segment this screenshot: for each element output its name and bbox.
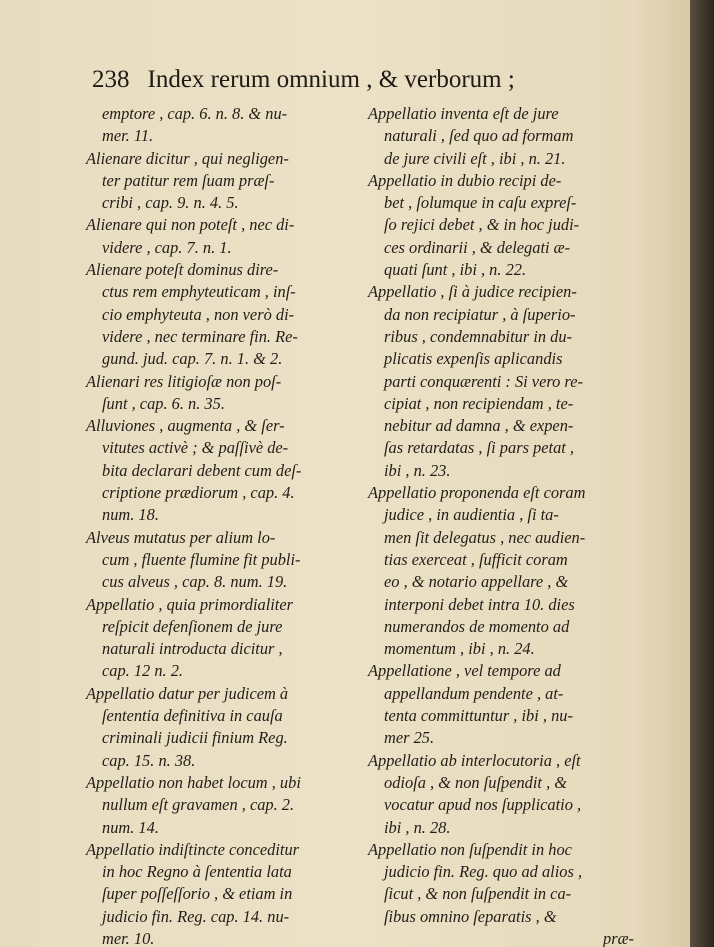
index-entry-headword-line: Alveus mutatus per alium lo-: [86, 527, 276, 547]
index-entry-line: eo , & notario appellare , &: [384, 572, 569, 592]
index-entry-line: ſententia definitiva in cauſa: [102, 706, 283, 726]
left-index-column: [86, 103, 378, 947]
index-entry-line: reſpicit defenſionem de jure: [102, 616, 283, 636]
index-entry-line: mer. 10.: [102, 928, 155, 947]
index-entry-headword-line: Appellatio ab interlocutoria , eſt: [368, 750, 581, 770]
index-entry-line: quati ſunt , ibi , n. 22.: [384, 260, 527, 280]
index-entry-line: bet , ſolumque in caſu expreſ-: [384, 193, 577, 213]
index-entry-line: nullum eſt gravamen , cap. 2.: [102, 795, 295, 815]
index-entry-line: ſicut , & non ſuſpendit in ca-: [384, 884, 572, 904]
right-index-column: [368, 103, 638, 947]
index-entry-line: appellandum pendente , at-: [384, 683, 564, 703]
index-entry-line: odioſa , & non ſuſpendit , &: [384, 772, 568, 792]
index-entry-line: cio emphyteuta , non verò di-: [102, 304, 295, 324]
catchword: præ-: [603, 928, 634, 947]
index-entry-headword-line: Appellatione , vel tempore ad: [368, 661, 561, 681]
index-entry-line: ſo rejici debet , & in hoc judi-: [384, 215, 580, 235]
index-entry-line: num. 14.: [102, 817, 159, 837]
index-entry-line: ſunt , cap. 6. n. 35.: [102, 393, 225, 413]
index-entry-headword-line: Alluviones , augmenta , & ſer-: [86, 416, 285, 436]
index-entry-line: cap. 15. n. 38.: [102, 750, 196, 770]
index-entry-line: ter patitur rem ſuam præſ-: [102, 170, 275, 190]
index-entry-line: da non recipiatur , à ſuperio-: [384, 304, 576, 324]
index-entry-line: cus alveus , cap. 8. num. 19.: [102, 572, 288, 592]
index-entry-line: judicio fin. Reg. cap. 14. nu-: [102, 906, 290, 926]
index-entry-line: in hoc Regno à ſententia lata: [102, 862, 292, 882]
index-entry-headword-line: Alienari res litigioſæ non poſ-: [86, 371, 282, 391]
index-entry-line: judice , in audientia , ſi ta-: [384, 505, 559, 525]
index-entry-line: tenta committuntur , ibi , nu-: [384, 706, 573, 726]
index-entry-line: criptione prædiorum , cap. 4.: [102, 483, 295, 503]
index-entry-headword-line: Appellatio , ſi à judice recipien-: [368, 282, 577, 302]
index-entry-line: cum , fluente flumine fit publi-: [102, 549, 301, 569]
index-entry-line: videre , nec terminare fin. Re-: [102, 326, 298, 346]
index-entry-headword-line: Alienare qui non poteſt , nec di-: [86, 215, 295, 235]
index-entry-headword-line: Appellatio indiſtincte conceditur: [86, 839, 300, 859]
index-entry-line: momentum , ibi , n. 24.: [384, 639, 535, 659]
index-entry-line: plicatis expenſis aplicandis: [384, 349, 563, 369]
index-entry-line: ſibus omnino ſeparatis , &: [384, 906, 557, 926]
index-entry-line: ſas retardatas , ſi pars petat ,: [384, 438, 575, 458]
index-entry-headword-line: Appellatio in dubio recipi de-: [368, 170, 562, 190]
index-entry-line: criminali judicii finium Reg.: [102, 728, 288, 748]
page-number: 238: [92, 66, 130, 93]
index-entry-line: de jure civili eſt , ibi , n. 21.: [384, 148, 566, 168]
index-entry-headword-line: Alienare dicitur , qui negligen-: [86, 148, 289, 168]
running-title: Index rerum omnium , & verborum ;: [147, 66, 515, 93]
index-entry-line: videre , cap. 7. n. 1.: [102, 237, 232, 257]
index-entry-line: mer. 11.: [102, 126, 154, 146]
index-entry-line: emptore , cap. 6. n. 8. & nu-: [102, 104, 288, 123]
index-entry-headword-line: Appellatio , quia primordialiter: [86, 594, 294, 614]
index-entry-headword-line: Appellatio inventa eſt de jure: [368, 104, 559, 123]
index-entry-headword-line: Appellatio non ſuſpendit in hoc: [368, 839, 572, 859]
index-entry-line: cap. 12 n. 2.: [102, 661, 184, 681]
index-entry-line: numerandos de momento ad: [384, 616, 570, 636]
index-entry-line: num. 18.: [102, 505, 159, 525]
index-entry-line: ibi , n. 23.: [384, 460, 451, 480]
index-entry-line: ſuper poſſeſſorio , & etiam in: [102, 884, 293, 904]
index-entry-line: mer 25.: [384, 728, 435, 748]
index-entry-line: cribi , cap. 9. n. 4. 5.: [102, 193, 239, 213]
index-entry-headword-line: Appellatio proponenda eſt coram: [368, 483, 586, 503]
index-entry-line: tias exerceat , ſufficit coram: [384, 549, 568, 569]
index-entry-line: men ſit delegatus , nec audien-: [384, 527, 586, 547]
running-header: [92, 66, 612, 100]
index-entry-line: vocatur apud nos ſupplicatio ,: [384, 795, 582, 815]
index-entry-headword-line: Appellatio datur per judicem à: [86, 683, 289, 703]
index-entry-line: gund. jud. cap. 7. n. 1. & 2.: [102, 349, 283, 369]
index-entry-line: ctus rem emphyteuticam , inſ-: [102, 282, 296, 302]
index-entry-line: nebitur ad damna , & expen-: [384, 416, 574, 436]
index-entry-line: naturali , ſed quo ad formam: [384, 126, 574, 146]
index-entry-line: bita declarari debent cum deſ-: [102, 460, 302, 480]
index-entry-line: ribus , condemnabitur in du-: [384, 326, 573, 346]
index-entry-line: vitutes activè ; & paſſivè de-: [102, 438, 289, 458]
index-entry-line: ibi , n. 28.: [384, 817, 451, 837]
index-entry-line: parti conquærenti : Si vero re-: [384, 371, 583, 391]
index-entry-line: cipiat , non recipiendam , te-: [384, 393, 574, 413]
index-entry-line: ces ordinarii , & delegati æ-: [384, 237, 571, 257]
index-entry-line: judicio fin. Reg. quo ad alios ,: [384, 862, 583, 882]
index-entry-line: interponi debet intra 10. dies: [384, 594, 575, 614]
index-entry-line: naturali introducta dicitur ,: [102, 639, 283, 659]
book-gutter: [690, 0, 714, 947]
index-entry-headword-line: Appellatio non habet locum , ubi: [86, 772, 301, 792]
index-entry-headword-line: Alienare poteſt dominus dire-: [86, 260, 279, 280]
